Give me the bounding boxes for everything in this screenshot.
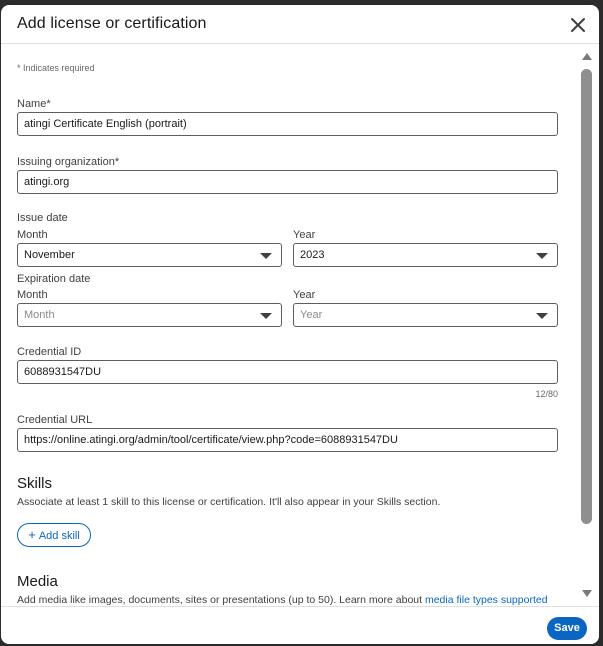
issue-month-select[interactable] xyxy=(17,243,282,267)
modal-header xyxy=(1,5,599,44)
issuing-org-input[interactable]: atingi.org xyxy=(17,170,558,194)
close-icon xyxy=(568,15,588,35)
issue-month-label: Month xyxy=(17,229,48,241)
chevron-down-icon xyxy=(260,313,272,319)
expiration-year-placeholder: Year xyxy=(300,309,323,321)
media-file-types-link[interactable]: media file types supported xyxy=(424,594,548,606)
expiration-month-placeholder: Month xyxy=(24,309,55,321)
issue-year-value: 2023 xyxy=(300,249,325,261)
expiration-year-label: Year xyxy=(293,289,316,301)
chevron-down-icon xyxy=(536,253,548,259)
expiration-month-label: Month xyxy=(17,289,48,301)
plus-icon: + xyxy=(28,527,36,542)
scroll-up-arrow-icon[interactable] xyxy=(582,53,592,60)
issue-date-label: Issue date xyxy=(17,212,68,224)
chevron-down-icon xyxy=(260,253,272,259)
add-skill-button[interactable] xyxy=(17,523,91,547)
media-heading: Media xyxy=(17,573,58,590)
skills-description: Associate at least 1 skill to this license or certification. It'll also appear in your Skills section. xyxy=(17,496,441,508)
issuing-org-label: Issuing organization* xyxy=(17,156,120,168)
credential-id-counter: 12/80 xyxy=(535,389,558,399)
modal-footer xyxy=(1,606,599,644)
close-button[interactable] xyxy=(568,15,588,35)
required-note: * Indicates required xyxy=(17,63,95,73)
media-description-text: Add media like images, documents, sites or presentations (up to 50). Learn more about xyxy=(17,594,425,606)
scroll-down-arrow-icon[interactable] xyxy=(582,590,592,597)
name-label: Name* xyxy=(17,98,51,110)
modal-title: Add license or certification xyxy=(17,15,207,32)
license-modal xyxy=(1,5,599,644)
save-button[interactable]: Save xyxy=(547,617,587,640)
expiration-month-select[interactable] xyxy=(17,303,282,327)
credential-url-input[interactable]: https://online.atingi.org/admin/tool/certificate/view.php?code=6088931547DU xyxy=(17,428,558,452)
modal-body xyxy=(1,44,577,606)
credential-url-label: Credential URL xyxy=(17,414,93,426)
credential-id-input[interactable]: 6088931547DU xyxy=(17,360,558,384)
name-input[interactable]: atingi Certificate English (portrait) xyxy=(17,112,558,136)
add-skill-label: Add skill xyxy=(38,530,80,542)
skills-heading: Skills xyxy=(17,475,53,492)
scrollbar-thumb[interactable] xyxy=(581,69,592,524)
issue-year-label: Year xyxy=(293,229,316,241)
media-description xyxy=(17,594,548,606)
expiration-year-select[interactable] xyxy=(293,303,558,327)
chevron-down-icon xyxy=(536,313,548,319)
expiration-date-label: Expiration date xyxy=(17,273,91,285)
issue-month-value: November xyxy=(24,249,75,261)
credential-id-label: Credential ID xyxy=(17,346,82,358)
issue-year-select[interactable] xyxy=(293,243,558,267)
scrollbar[interactable] xyxy=(579,49,595,599)
